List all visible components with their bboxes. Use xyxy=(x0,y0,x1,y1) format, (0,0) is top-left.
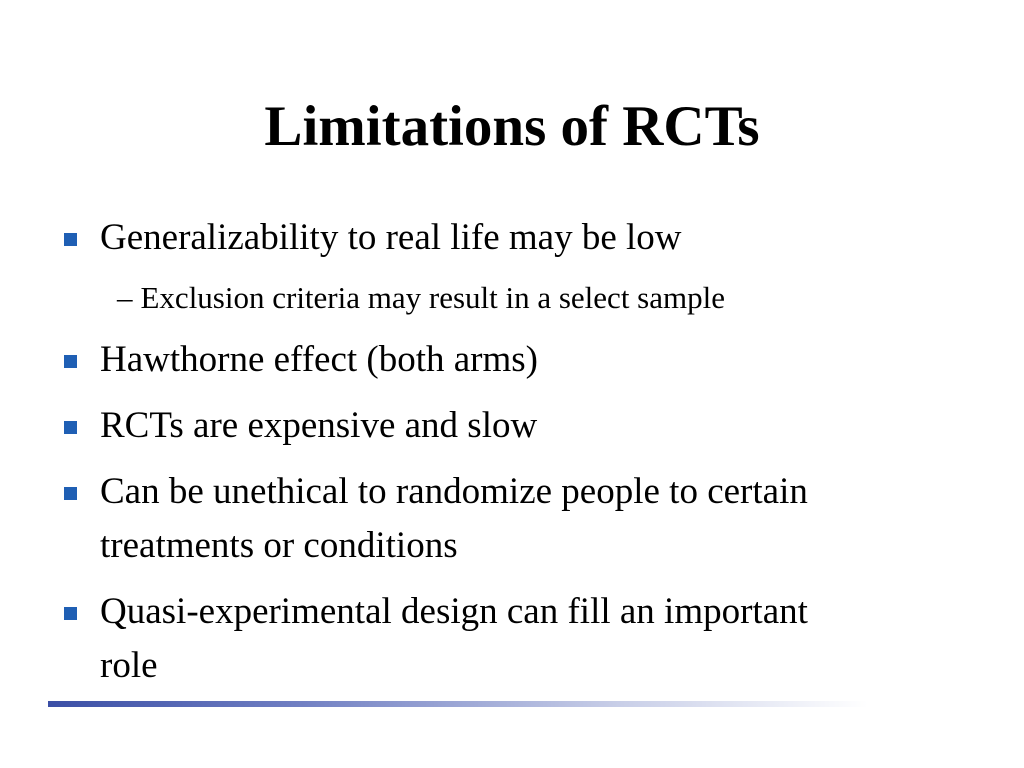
bullet-text: Generalizability to real life may be low xyxy=(100,217,682,258)
sub-bullet-item xyxy=(117,278,917,318)
sub-bullet-text: Exclusion criteria may result in a select sample xyxy=(140,280,725,315)
square-bullet-icon xyxy=(64,487,77,500)
bullet-text: Quasi-experimental design can fill an important role xyxy=(100,591,808,686)
bullet-item xyxy=(100,211,900,265)
bullet-item xyxy=(100,465,860,573)
bullet-item xyxy=(100,585,820,693)
gradient-divider xyxy=(48,701,868,707)
dash-marker: – xyxy=(117,280,133,315)
bullet-text: Can be unethical to randomize people to certain treatments or conditions xyxy=(100,471,808,566)
bullet-item xyxy=(100,333,900,387)
bullet-item xyxy=(100,399,900,453)
square-bullet-icon xyxy=(64,607,77,620)
square-bullet-icon xyxy=(64,355,77,368)
square-bullet-icon xyxy=(64,233,77,246)
bullet-text: Hawthorne effect (both arms) xyxy=(100,339,539,380)
slide-title: Limitations of RCTs xyxy=(264,95,760,158)
bullet-text: RCTs are expensive and slow xyxy=(100,405,538,446)
square-bullet-icon xyxy=(64,421,77,434)
